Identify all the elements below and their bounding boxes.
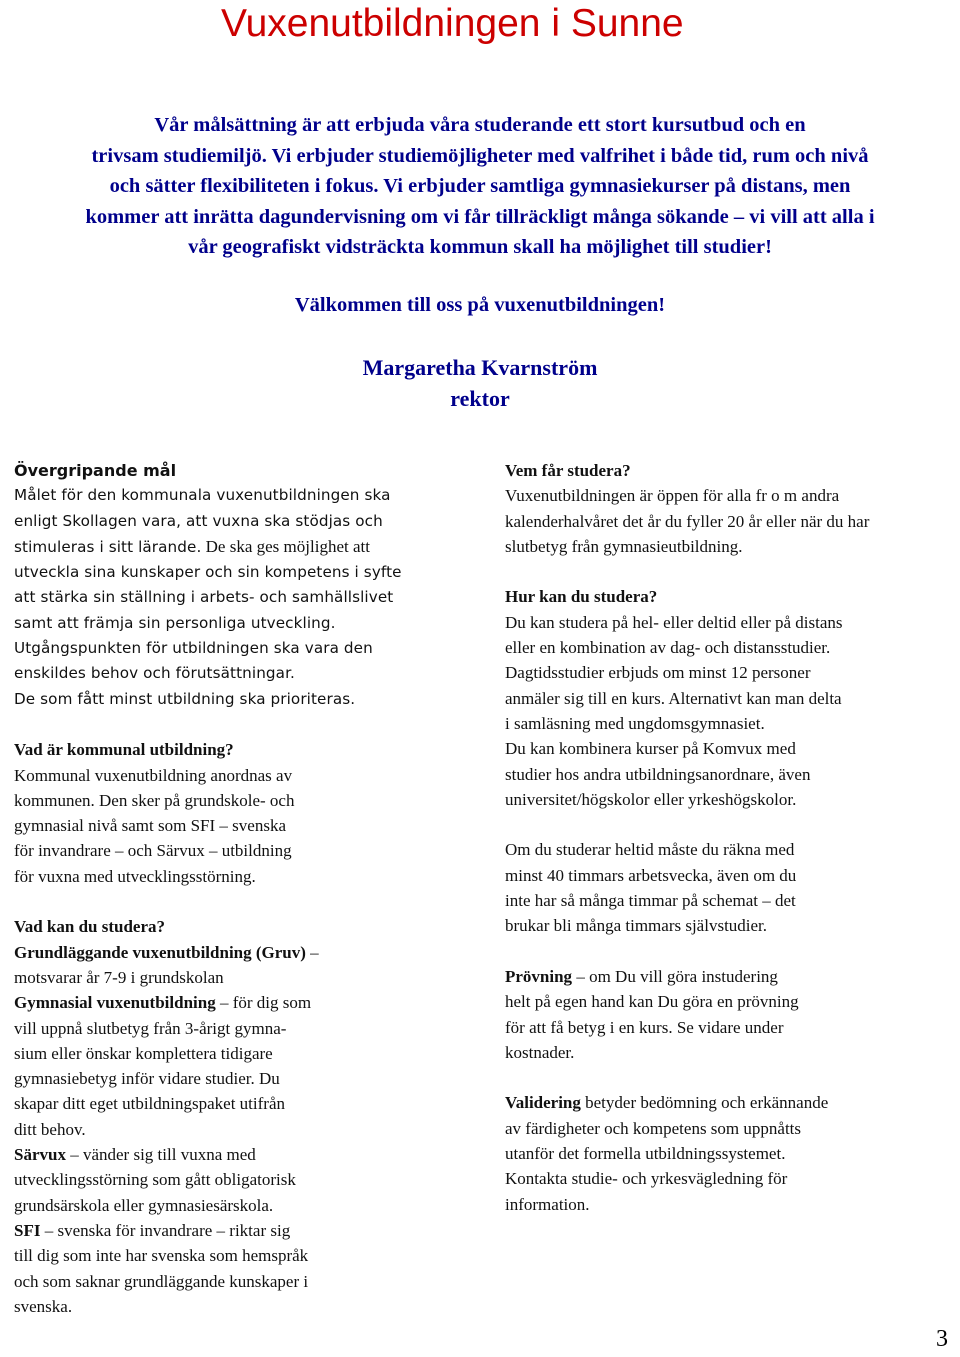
signer-role: rektor [450, 385, 510, 411]
page-number: 3 [936, 1326, 948, 1352]
text-line: studier hos andra utbildningsanordnare, även [505, 764, 811, 784]
text-line: svenska. [14, 1296, 73, 1316]
text-line: eller en kombination av dag- och distansstudier. [505, 638, 831, 658]
term-gruv: Grundläggande vuxenutbildning (Gruv) [14, 942, 306, 962]
text-line [14, 1142, 484, 1167]
text-line: utveckla sina kunskaper och sin kompetens i syfte [14, 563, 402, 582]
text-line: Vuxenutbildningen är öppen för alla fr o m andra [505, 486, 840, 506]
signer-name: Margaretha Kvarnström [362, 355, 598, 380]
text-line: kostnader. [505, 1042, 575, 1062]
text-line: Utgångspunkten för utbildningen ska vara den [14, 639, 373, 658]
text-line: De som fått minst utbildning ska prioriteras. [14, 689, 356, 708]
text-line: Om du studerar heltid måste du räkna med [505, 840, 795, 860]
text-line: Dagtidsstudier erbjuds om minst 12 personer [505, 663, 811, 683]
intro-line: kommer att inrätta dagundervisning om vi får tillräckligt många sökande – vi vill att alla i [85, 205, 875, 228]
right-column [505, 458, 960, 1217]
text-line: sium eller önskar komplettera tidigare [14, 1043, 273, 1063]
text-span: – för dig som [215, 993, 312, 1013]
text-line: utanför det formella utbildningssystemet. [505, 1144, 786, 1164]
text-line: kalenderhalvåret det år du fyller 20 år eller när du har [505, 511, 870, 531]
section-heading-how: Hur kan du studera? [505, 587, 658, 607]
text-line [14, 788, 484, 813]
left-column [14, 458, 484, 1319]
text-line: och som saknar grundläggande kunskaper i [14, 1271, 309, 1291]
text-line [14, 1218, 484, 1243]
text-line: Kommunal vuxenutbildning anordnas av [14, 765, 293, 785]
text-line: utvecklingsstörning som gått obligatorisk [14, 1170, 296, 1190]
text-line: enskildes behov och förutsättningar. [14, 664, 295, 683]
text-line: anmäler sig till en kurs. Alternativt kan man delta [505, 688, 842, 708]
term-sfi: SFI [14, 1220, 41, 1240]
text-span: – om Du vill göra instudering [572, 966, 778, 986]
text-span: – vänder sig till vuxna med [65, 1145, 256, 1165]
text-line: inte har så många timmar på schemat – det [505, 891, 796, 911]
intro-paragraph [0, 110, 960, 263]
term-validering: Validering [505, 1093, 581, 1113]
text-line [14, 940, 484, 965]
text-line: ditt behov. [14, 1119, 86, 1139]
page-title: Vuxenutbildningen i Sunne [221, 2, 684, 45]
text-line: av färdigheter och kompetens som uppnåtts [505, 1118, 802, 1138]
text-line: till dig som inte har svenska som hemspråk [14, 1246, 309, 1266]
text-line: motsvarar år 7-9 i grundskolan [14, 967, 224, 987]
text-line: i samläsning med ungdomsgymnasiet. [505, 713, 765, 733]
text-span: kommunen. [14, 790, 95, 810]
intro-line: vår geografiskt vidsträckta kommun skall ha möjlighet till studier! [188, 236, 772, 258]
text-line: för att få betyg i en kurs. Se vidare under [505, 1017, 784, 1037]
text-line: Du kan studera på hel- eller deltid eller på distans [505, 612, 843, 632]
text-line: slutbetyg från gymnasieutbildning. [505, 536, 743, 556]
text-line [14, 534, 484, 560]
text-span: stimuleras i sitt lärande. [14, 537, 202, 556]
text-span: – svenska för invandrare – riktar sig [40, 1220, 291, 1240]
section-heading-who: Vem får studera? [505, 461, 631, 480]
intro-line: trivsam studiemiljö. Vi erbjuder studiemöjligheter med valfrihet i både tid, rum och nivå [91, 144, 869, 167]
text-line: Kontakta studie- och yrkesvägledning för [505, 1169, 788, 1189]
text-span: Den sker på grundskole- och [94, 790, 295, 810]
text-line: information. [505, 1194, 590, 1214]
text-span: – [305, 942, 319, 962]
text-line: samt att främja sin personliga utveckling. [14, 613, 336, 632]
text-line: Målet för den kommunala vuxenutbildningen ska [14, 486, 391, 505]
welcome-text: Välkommen till oss på vuxenutbildningen! [294, 294, 666, 316]
text-line: skapar ditt eget utbildningspaket utifrån [14, 1094, 285, 1114]
intro-line: Vår målsättning är att erbjuda våra studerande ett stort kursutbud och en [154, 114, 806, 136]
term-sarvux: Särvux [14, 1145, 66, 1165]
text-line: universitet/högskolor eller yrkeshögskolor. [505, 789, 797, 809]
text-line: minst 40 timmars arbetsvecka, även om du [505, 865, 797, 885]
text-line [505, 964, 960, 989]
text-line: enligt Skollagen vara, att vuxna ska stödjas och [14, 511, 383, 530]
term-gymnasial: Gymnasial vuxenutbildning [14, 993, 216, 1013]
section-heading-overall-goals: Övergripande mål [14, 461, 177, 480]
text-line: för invandrare – och Särvux – utbildning [14, 841, 292, 861]
text-line: gymnasiebetyg inför vidare studier. Du [14, 1069, 280, 1089]
section-heading-what-study: Vad kan du studera? [14, 917, 166, 937]
intro-line: och sätter flexibiliteten i fokus. Vi erbjuder samtliga gymnasiekurser på distans, men [109, 175, 851, 197]
section-heading-municipal: Vad är kommunal utbildning? [14, 740, 234, 760]
text-line: att stärka sin ställning i arbets- och samhällslivet [14, 588, 394, 607]
text-line: brukar bli många timmars självstudier. [505, 916, 768, 936]
text-line [505, 1090, 960, 1115]
text-line [14, 990, 484, 1015]
text-line: Du kan kombinera kurser på Komvux med [505, 739, 796, 759]
term-provning: Prövning [505, 966, 573, 986]
text-line: vill uppnå slutbetyg från 3-årigt gymna- [14, 1018, 287, 1038]
text-line: helt på egen hand kan Du göra en prövning [505, 992, 799, 1012]
text-line: för vuxna med utvecklingsstörning. [14, 866, 256, 886]
signature-block [0, 353, 960, 414]
text-span: De ska ges möjlighet att [201, 536, 370, 556]
text-line: gymnasial nivå samt som SFI – svenska [14, 816, 286, 836]
text-span: betyder bedömning och erkännande [580, 1093, 829, 1113]
text-line: grundsärskola eller gymnasiesärskola. [14, 1195, 274, 1215]
